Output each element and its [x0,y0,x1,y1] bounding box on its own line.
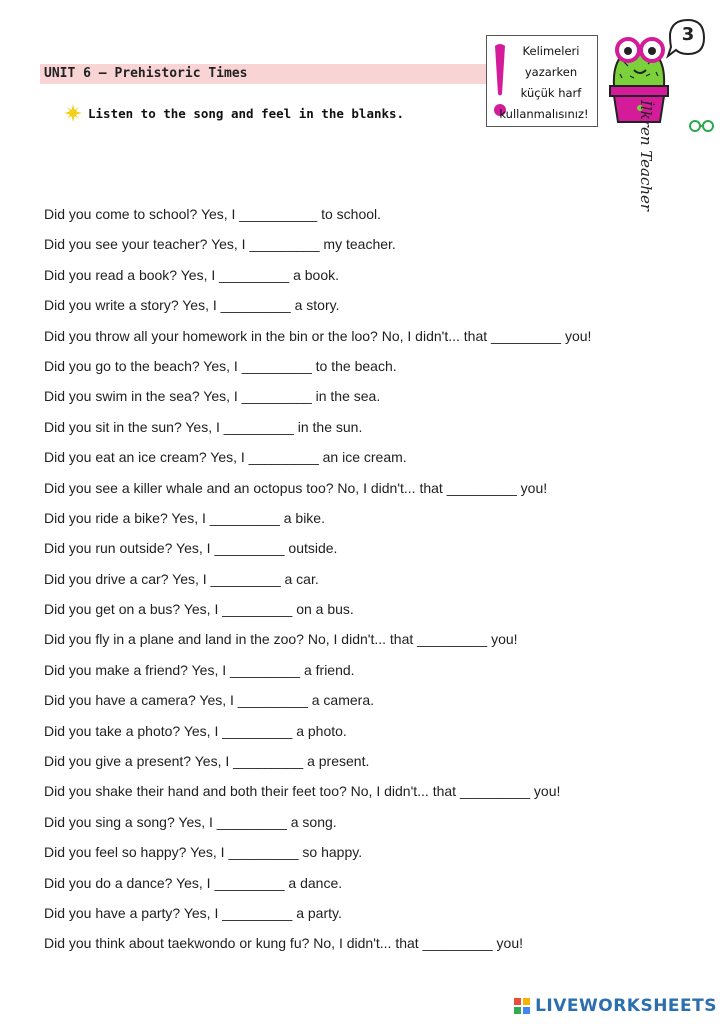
note-line-2: yazarken [524,65,578,79]
exercise-line: Did you swim in the sea? Yes, I _________ in the sea. [44,388,381,405]
exercise-line: Did you sit in the sun? Yes, I _________ in the sun. [44,418,363,435]
instruction [64,104,404,122]
exercise-line: Did you ride a bike? Yes, I _________ a bike. [44,509,325,526]
note-line-1: Kelimeleri [522,44,580,58]
star-burst-icon [64,104,82,122]
note-line-4: kullanmalısınız! [499,107,589,121]
exercise-line: Did you throw all your homework in the bin or the loo? No, I didn't... that _________ you! [44,327,592,344]
teacher-logo [600,14,725,194]
exercise-line: Did you write a story? Yes, I _________ a story. [44,297,340,314]
exercise-line: Did you think about taekwondo or kung fu? No, I didn't... that _________ you! [44,935,524,952]
exercise-lines [44,202,704,962]
unit-title: UNIT 6 – Prehistoric Times [44,66,248,81]
liveworksheets-logo-icon [513,997,531,1015]
exercise-line: Did you run outside? Yes, I _________ outside. [44,540,338,557]
exercise-line: Did you see your teacher? Yes, I _________ my teacher. [44,236,396,253]
exercise-line: Did you make a friend? Yes, I _________ a friend. [44,661,355,678]
exercise-line: Did you feel so happy? Yes, I _________ so happy. [44,844,363,861]
exercise-line: Did you drive a car? Yes, I _________ a car. [44,570,319,587]
exercise-line: Did you have a camera? Yes, I _________ a camera. [44,692,374,709]
footer-brand [513,996,717,1016]
exercise-line: Did you have a party? Yes, I _________ a party. [44,904,342,921]
exercise-line: Did you see a killer whale and an octopus too? No, I didn't... that _________ you! [44,479,548,496]
exercise-line: Did you read a book? Yes, I _________ a book. [44,266,340,283]
exercise-line: Did you give a present? Yes, I _________ a present. [44,753,370,770]
exercise-line: Did you eat an ice cream? Yes, I _________ an ice cream. [44,449,407,466]
exercise-line: Did you take a photo? Yes, I _________ a photo. [44,722,347,739]
note-line-3: küçük harf [520,86,582,100]
exercise-line: Did you sing a song? Yes, I _________ a song. [44,813,337,830]
cactus-mascot-icon [600,14,725,134]
note-box [486,35,598,127]
instruction-text: Listen to the song and feel in the blanks. [88,105,405,121]
exercise-line: Did you do a dance? Yes, I _________ a dance. [44,874,343,891]
exercise-line: Did you come to school? Yes, I __________ to school. [44,206,382,222]
footer-brand-text: LIVEWORKSHEETS [535,996,717,1016]
exercise-line: Did you fly in a plane and land in the zoo? No, I didn't... that _________ you! [44,631,518,648]
logo-script-text: İlkren Teacher [637,100,655,212]
exercise-line: Did you shake their hand and both their feet too? No, I didn't... that _________ you! [44,783,561,800]
note-text [495,41,593,125]
exercise-line: Did you go to the beach? Yes, I _________ to the beach. [44,357,397,374]
exercise-line: Did you get on a bus? Yes, I _________ on a bus. [44,601,354,618]
logo-number: 3 [681,24,695,45]
